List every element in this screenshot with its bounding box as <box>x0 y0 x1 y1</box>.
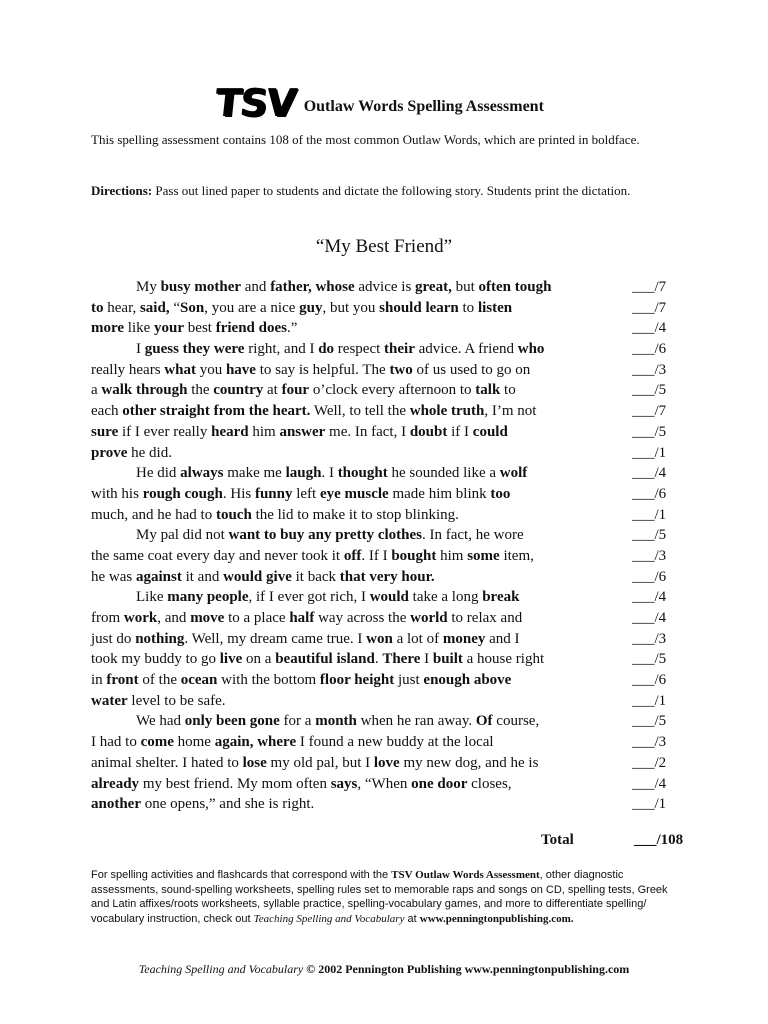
outlaw-word: touch <box>215 506 252 523</box>
story-text: to a place <box>224 610 290 626</box>
story-text: Like <box>136 589 168 606</box>
story-line-text <box>91 649 544 670</box>
story-line-text <box>91 691 226 712</box>
story-text: like <box>124 320 155 337</box>
story-line-text <box>91 732 494 753</box>
outlaw-word: come <box>140 734 174 751</box>
story-text: me. In fact, I <box>325 423 410 440</box>
total-score: ___/108 <box>634 832 684 848</box>
story-line-text <box>91 753 538 774</box>
story-text: to <box>500 382 516 399</box>
story-text: o’clock every afternoon to <box>309 382 476 399</box>
story-line <box>91 277 675 298</box>
outlaw-word: often tough <box>478 279 552 295</box>
intro-directions <box>91 181 681 200</box>
story-line-text <box>91 484 510 505</box>
story-text: make me <box>223 465 286 482</box>
story-text: closes, <box>467 775 512 792</box>
outlaw-word: bought <box>391 547 437 564</box>
story-line-text <box>91 670 511 691</box>
story-text: much, and he had to <box>91 506 216 523</box>
footer-copyright: © 2002 Pennington Publishing www.penningtonpublishing.com <box>303 962 630 976</box>
story-text: I <box>136 341 145 358</box>
outlaw-word: live <box>219 651 243 668</box>
story-text: if I <box>447 423 473 440</box>
outlaw-word: already <box>91 775 140 792</box>
outlaw-word: month <box>315 713 357 730</box>
line-score: ___/1 <box>632 692 667 709</box>
story-text: made him blink <box>388 485 491 502</box>
outlaw-word: says <box>330 775 358 792</box>
outlaw-word: what <box>164 361 196 378</box>
story-line <box>91 629 675 650</box>
line-score: ___/4 <box>632 610 667 626</box>
story-line <box>91 463 675 484</box>
story-text: when he ran away. <box>356 713 476 730</box>
story-text: I found a new buddy at the local <box>296 734 494 751</box>
outlaw-word: could <box>472 423 508 440</box>
story-text: of the <box>138 672 181 689</box>
line-score: ___/1 <box>632 506 667 523</box>
intro-description: This spelling assessment contains 108 of the most common Outlaw Words, which are printed in boldface. <box>91 132 640 147</box>
story-line-text <box>91 401 536 422</box>
story-text: best <box>184 320 216 337</box>
outlaw-word: country <box>213 382 264 399</box>
story-text: . In fact, he wore <box>421 527 524 544</box>
story-text: the lid to make it to stop blinking. <box>251 506 459 523</box>
outlaw-word: off <box>343 547 362 564</box>
outlaw-word: always <box>180 465 224 482</box>
outlaw-word: rough cough <box>142 485 223 502</box>
line-score: ___/3 <box>632 361 667 378</box>
outlaw-word: thought <box>337 465 388 482</box>
story-title: “My Best Friend” <box>315 236 453 257</box>
story-text: really hears <box>91 361 165 378</box>
story-line-text <box>91 360 530 381</box>
story-line-text <box>91 546 534 567</box>
story-text: he was <box>91 568 136 585</box>
story-text: to <box>458 299 478 316</box>
outlaw-word: break <box>482 589 520 606</box>
story-text: I <box>420 651 433 668</box>
story-text: a <box>91 382 102 399</box>
story-text: if I ever really <box>118 423 212 440</box>
outlaw-word: one door <box>411 775 468 792</box>
footnote-text: Teaching Spelling and Vocabulary <box>253 912 405 925</box>
line-score: ___/7 <box>632 279 667 295</box>
story-text: and <box>241 279 271 295</box>
outlaw-word: another <box>91 796 141 813</box>
story-line-text <box>91 774 512 795</box>
outlaw-word: answer <box>279 423 326 440</box>
story-line-text <box>91 298 512 319</box>
story-text: , if I ever got rich, I <box>248 589 370 606</box>
story-text: for a <box>279 713 316 730</box>
story-text: with his <box>91 485 143 502</box>
outlaw-word: sure <box>91 423 119 440</box>
story-text: course, <box>492 713 540 730</box>
story-text: with the bottom <box>217 672 320 689</box>
line-score: ___/4 <box>632 589 667 606</box>
outlaw-word: laugh <box>285 465 322 482</box>
outlaw-word: doubt <box>409 423 448 440</box>
story-text: he did. <box>127 444 172 461</box>
outlaw-word: ocean <box>180 672 218 689</box>
outlaw-word: great, <box>415 279 452 295</box>
story-text: my old pal, but I <box>266 754 374 771</box>
outlaw-word: talk <box>475 382 501 399</box>
story-text: We had <box>136 713 185 730</box>
story-line-text <box>91 505 459 526</box>
story-line <box>91 360 675 381</box>
story-line <box>91 546 675 567</box>
line-score: ___/3 <box>632 630 667 647</box>
story-line-text <box>91 318 297 339</box>
outlaw-word: want to <box>228 527 277 544</box>
story-line-text <box>136 711 539 732</box>
story-text: my new dog, and he is <box>399 754 539 771</box>
outlaw-word: father, whose <box>270 279 355 295</box>
story-line <box>91 670 675 691</box>
story-text: to relax and <box>447 610 523 626</box>
line-score: ___/1 <box>632 796 667 813</box>
footer <box>0 962 768 977</box>
story-text: but <box>451 279 479 295</box>
line-score: ___/7 <box>632 403 667 420</box>
story-text: left <box>292 485 320 502</box>
outlaw-word: that very hour. <box>339 568 435 585</box>
outlaw-word: have <box>225 361 256 378</box>
outlaw-word: your <box>154 320 185 337</box>
outlaw-word: half <box>289 610 315 626</box>
directions-text: Pass out lined paper to students and dictate the following story. Students print the dictation. <box>152 183 631 198</box>
outlaw-word: wolf <box>499 465 528 482</box>
outlaw-word: other straight from the heart. <box>122 403 311 420</box>
story-line <box>91 608 675 629</box>
page-title: Outlaw Words Spelling Assessment <box>303 98 544 115</box>
story-line-text <box>91 443 172 464</box>
outlaw-word: beautiful island <box>275 651 375 668</box>
outlaw-word: There <box>382 651 421 668</box>
story-line <box>91 774 675 795</box>
story-text: just do <box>91 630 136 647</box>
line-score: ___/3 <box>632 734 667 751</box>
outlaw-word: some <box>467 547 500 564</box>
story-text: animal shelter. I hated to <box>91 754 243 771</box>
story-text: a lot of <box>392 630 443 647</box>
outlaw-word: only been gone <box>184 713 280 730</box>
outlaw-word: enough above <box>423 672 512 689</box>
outlaw-word: guess they were <box>144 341 245 358</box>
outlaw-word: lose <box>242 754 267 771</box>
story-text: take a long <box>408 589 483 606</box>
story-text: level to be safe. <box>127 692 226 709</box>
story-text: Well, to tell the <box>310 403 410 420</box>
story-text: a house right <box>462 651 545 668</box>
line-score: ___/6 <box>632 672 667 689</box>
story-line-text <box>136 277 551 298</box>
outlaw-word: whole truth <box>409 403 485 420</box>
outlaw-word: four <box>281 382 310 399</box>
story-text: , I’m not <box>484 403 537 420</box>
story-text: took my buddy to go <box>91 651 220 668</box>
footnote-text: , other diagnostic assessments, sound-spelling worksheets, spelling rules set to memorable raps and songs on CD, spelling tests, Greek and Latin affixes/roots worksheets, syllable practice, spelling-vocabulary games, and more to differentiate spelling/ vocabulary instruction, check out <box>91 869 668 925</box>
story-text: advice is <box>354 279 416 295</box>
outlaw-word: buy any pretty clothes <box>280 527 422 544</box>
story-text: of us used to go on <box>412 361 531 378</box>
story-text: he sounded like a <box>387 465 500 482</box>
outlaw-word: Of <box>475 713 493 730</box>
story-text: . Well, my dream came true. I <box>184 630 367 647</box>
line-score: ___/7 <box>632 299 667 316</box>
line-score: ___/3 <box>632 547 667 564</box>
story-line <box>91 587 675 608</box>
outlaw-word: work <box>123 610 158 626</box>
outlaw-word: world <box>410 610 448 626</box>
story-text: on a <box>242 651 276 668</box>
story-text: hear, <box>103 299 140 316</box>
outlaw-word: said, <box>139 299 170 316</box>
story-line-text <box>91 567 435 588</box>
story-text: and I <box>485 630 520 647</box>
story-line-text <box>91 629 520 650</box>
outlaw-word: who <box>517 341 545 358</box>
story-text: My pal did not <box>136 527 229 544</box>
line-score: ___/6 <box>632 341 667 358</box>
story-text: at <box>263 382 282 399</box>
outlaw-word: heard <box>211 423 249 440</box>
story-line <box>91 753 675 774</box>
story-text: My <box>136 279 161 295</box>
story-text: respect <box>334 341 385 358</box>
story-text: . I <box>321 465 338 482</box>
story-text: the <box>187 382 214 399</box>
outlaw-word: move <box>190 610 225 626</box>
story-text: . <box>374 651 383 668</box>
outlaw-word: won <box>366 630 393 647</box>
story-text: you <box>195 361 226 378</box>
story-line <box>91 484 675 505</box>
line-score: ___/5 <box>632 651 667 668</box>
line-score: ___/5 <box>632 423 667 440</box>
story-line-text <box>136 525 524 546</box>
story-line <box>91 649 675 670</box>
story-text: to say is helpful. The <box>255 361 390 378</box>
outlaw-word: listen <box>477 299 513 316</box>
outlaw-word: floor height <box>319 672 395 689</box>
story-text: , but you <box>322 299 380 316</box>
story-text: . His <box>222 485 255 502</box>
footnote <box>91 868 679 926</box>
outlaw-word: funny <box>254 485 293 502</box>
outlaw-word: would give <box>223 568 292 585</box>
story-line <box>91 732 675 753</box>
story-line-text <box>91 608 522 629</box>
story-text: right, and I <box>244 341 319 358</box>
footer-book-title: Teaching Spelling and Vocabulary <box>138 962 304 976</box>
outlaw-word: friend does <box>215 320 287 337</box>
story-text: way across the <box>314 610 411 626</box>
outlaw-word: more <box>91 320 125 337</box>
outlaw-word: too <box>490 485 511 502</box>
outlaw-word: prove <box>91 444 128 461</box>
story-text: it back <box>291 568 340 585</box>
story-text: my best friend. My mom often <box>139 775 331 792</box>
directions-label: Directions: <box>91 183 153 198</box>
line-score: ___/5 <box>632 382 667 399</box>
story-line <box>91 443 675 464</box>
story-line <box>91 401 675 422</box>
story-text: it and <box>181 568 224 585</box>
story-line <box>91 380 675 401</box>
line-score: ___/4 <box>632 775 667 792</box>
footnote-text: TSV Outlaw Words Assessment <box>391 869 540 881</box>
story-text: He did <box>136 465 181 482</box>
footnote-text: www.penningtonpublishing.com. <box>419 912 574 925</box>
outlaw-word: love <box>373 754 400 771</box>
footnote-text: For spelling activities and flashcards that correspond with the <box>91 869 392 881</box>
outlaw-word: money <box>442 630 486 647</box>
story-line <box>91 422 675 443</box>
line-score: ___/6 <box>632 485 667 502</box>
tsv-logo: TSV <box>213 81 299 125</box>
story-text: . If I <box>361 547 392 564</box>
story-line-text <box>136 463 527 484</box>
line-score: ___/1 <box>632 444 667 461</box>
story-text: , “When <box>357 775 412 792</box>
story-text: item, <box>499 547 534 564</box>
line-score: ___/6 <box>632 568 667 585</box>
line-score: ___/4 <box>632 465 667 482</box>
outlaw-word: water <box>91 692 128 709</box>
outlaw-word: walk through <box>101 382 188 399</box>
story-text: him <box>248 423 280 440</box>
story-text: from <box>91 610 124 626</box>
story-text: one opens,” and she is right. <box>141 796 315 813</box>
story-line-text <box>91 380 516 401</box>
story-text: , and <box>157 610 191 626</box>
story-line <box>91 298 675 319</box>
story-text: the same coat every day and never took it <box>91 547 344 564</box>
story-text: home <box>173 734 215 751</box>
story-text: I had to <box>91 734 141 751</box>
line-score: ___/2 <box>632 754 667 771</box>
outlaw-word: eye muscle <box>319 485 389 502</box>
story-line <box>91 567 675 588</box>
story-text: just <box>394 672 424 689</box>
outlaw-word: again, where <box>214 734 297 751</box>
outlaw-word: front <box>106 672 139 689</box>
total-label: Total <box>541 832 574 848</box>
footnote-text: at <box>404 912 420 925</box>
outlaw-word: built <box>432 651 463 668</box>
story-line-text <box>91 794 314 815</box>
story-line <box>91 794 675 815</box>
story-line <box>91 505 675 526</box>
story-text: advice. A friend <box>414 341 518 358</box>
story-line <box>91 339 675 360</box>
story-body <box>91 277 675 815</box>
outlaw-word: to <box>91 299 104 316</box>
outlaw-word: nothing <box>135 630 185 647</box>
outlaw-word: two <box>389 361 413 378</box>
outlaw-word: many people <box>167 589 249 606</box>
story-line <box>91 691 675 712</box>
story-text: each <box>91 403 123 420</box>
story-text: .” <box>286 320 298 337</box>
outlaw-word: their <box>384 341 415 358</box>
line-score: ___/5 <box>632 713 667 730</box>
outlaw-word: would <box>369 589 409 606</box>
story-line-text <box>136 587 519 608</box>
outlaw-word: busy mother <box>160 279 242 295</box>
story-line <box>91 711 675 732</box>
story-text: him <box>436 547 468 564</box>
story-text: , you are a nice <box>204 299 300 316</box>
total-row <box>541 832 684 854</box>
header <box>213 80 544 125</box>
story-text: “ <box>169 299 180 316</box>
line-score: ___/5 <box>632 527 667 544</box>
story-line-text <box>91 422 508 443</box>
outlaw-word: Son <box>180 299 205 316</box>
story-text: in <box>91 672 107 689</box>
line-score: ___/4 <box>632 320 667 337</box>
story-line <box>91 318 675 339</box>
outlaw-word: do <box>318 341 335 358</box>
outlaw-word: should learn <box>379 299 459 316</box>
outlaw-word: guy <box>299 299 323 316</box>
story-line-text <box>136 339 544 360</box>
story-line <box>91 525 675 546</box>
outlaw-word: against <box>136 568 182 585</box>
